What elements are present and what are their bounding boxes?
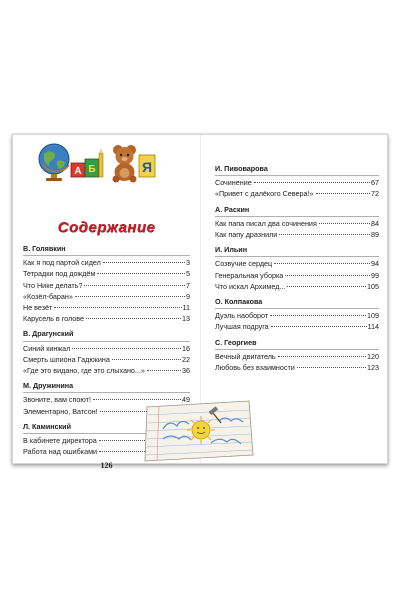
toc-entry: Лучшая подруга 114 xyxy=(215,322,379,332)
toc-entry: Генеральная уборка 99 xyxy=(215,270,379,280)
svg-text:Б: Б xyxy=(88,164,96,175)
svg-text:Я: Я xyxy=(141,159,153,175)
page-number: 126 xyxy=(100,461,113,470)
toc-entry: Как я под партой сидел 3 xyxy=(23,258,190,268)
toc-entry: Тетрадки под дождём 5 xyxy=(23,269,190,279)
toc-entry: Синий кинжал 16 xyxy=(23,343,190,353)
toc-entry: Вечный двигатель 120 xyxy=(215,351,379,361)
toc-entry: Звоните, вам споют! 49 xyxy=(23,395,190,405)
svg-text:А: А xyxy=(74,166,82,177)
author-heading: И. Ильин xyxy=(215,244,379,257)
author-heading: А. Раскин xyxy=(215,204,379,217)
toc-entry: Любовь без взаимности 123 xyxy=(215,363,379,373)
contents-heading: Содержание xyxy=(57,219,156,236)
toc-entry: Как папа писал два сочинения 84 xyxy=(215,218,379,228)
toc-right xyxy=(215,163,379,373)
book-spread xyxy=(12,134,388,470)
author-heading: М. Дружинина xyxy=(23,380,190,393)
toc-entry: Как папу дразнили 89 xyxy=(215,230,379,240)
toc-entry: Созвучие сердец 94 xyxy=(215,259,379,269)
toc-entry: «Привет с далёкого Севера!» 72 xyxy=(215,189,379,199)
paper-sun-drawing-icon xyxy=(141,399,257,463)
author-heading: В. Голявкин xyxy=(23,243,190,256)
toc-entry: Смерть шпиона Гадюкина 22 xyxy=(23,354,190,364)
toc-entry: Что Нике делать? 7 xyxy=(23,280,190,290)
toc-entry: Сочинение 67 xyxy=(215,178,379,188)
author-heading: В. Драгунский xyxy=(23,328,190,341)
toc-entry: В кабинете директора xyxy=(23,435,190,446)
toc-entry: Карусель в голове 13 xyxy=(23,314,190,324)
author-heading: И. Пивоварова xyxy=(215,163,379,176)
toc-entry: Дуэль наоборот 109 xyxy=(215,311,379,321)
toc-entry: Работа над ошибками xyxy=(23,446,190,457)
toc-entry: Не везёт 11 xyxy=(23,303,190,313)
toc-entry: Что искал Архимед... 105 xyxy=(215,281,379,291)
toc-entry: «Козёл-баран» 9 xyxy=(23,291,190,301)
author-heading: С. Георгиев xyxy=(215,337,379,350)
toc-entry: Элементарно, Ватсон! xyxy=(23,406,190,417)
author-heading: О. Колпакова xyxy=(215,296,379,309)
globe-abc-teddy-bear-icon xyxy=(35,137,159,183)
toc-entry: «Где это видано, где это слыхано...» 36 xyxy=(23,366,190,376)
author-heading: Л. Каминский xyxy=(23,421,190,434)
